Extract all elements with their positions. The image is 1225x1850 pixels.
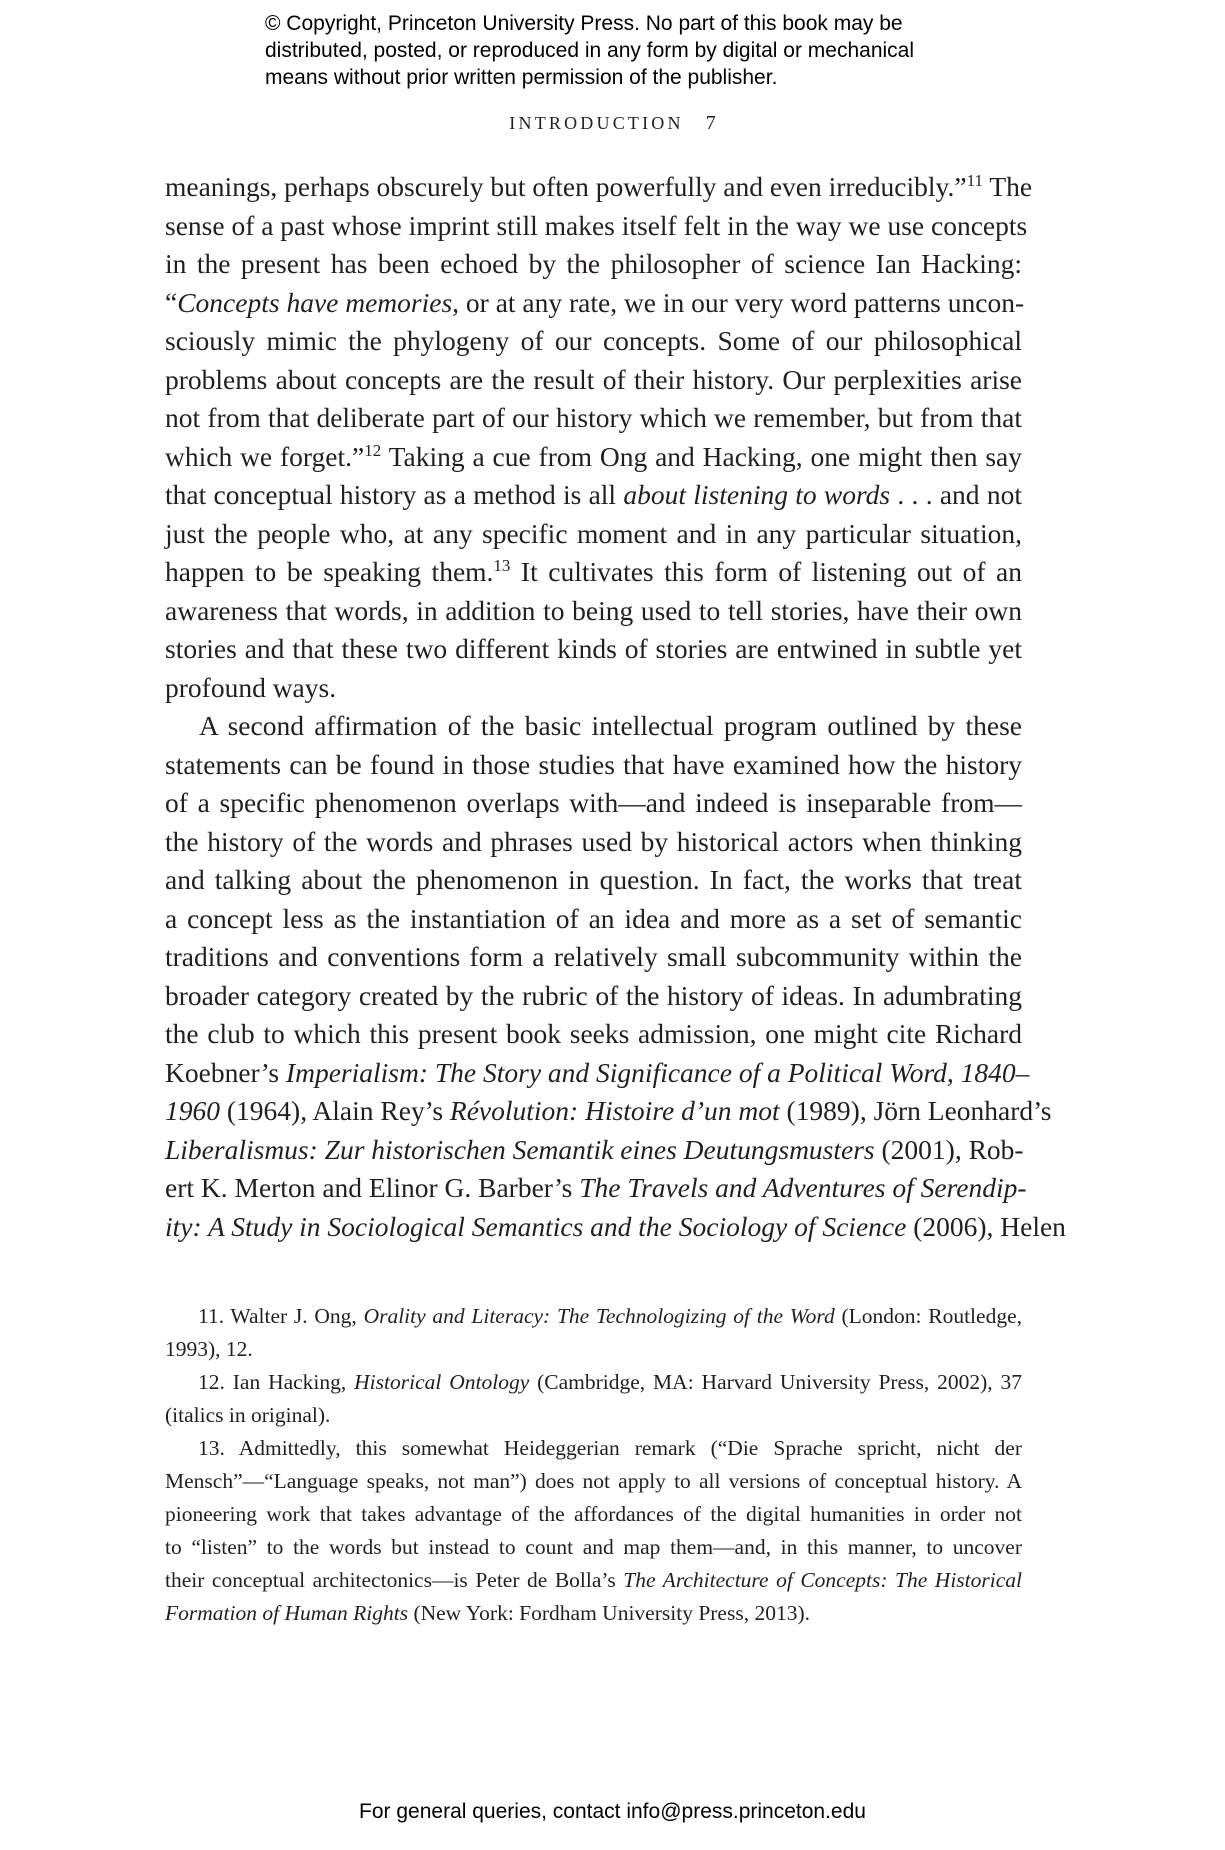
body-line bbox=[165, 476, 1022, 515]
text-run: . . . and not bbox=[890, 479, 1022, 510]
footnote-line bbox=[165, 1300, 1022, 1333]
footnote-reference[interactable]: 12 bbox=[364, 440, 382, 460]
text-run: (New York: Fordham University Press, 2013). bbox=[408, 1601, 810, 1625]
body-line bbox=[165, 207, 1028, 246]
body-line bbox=[165, 669, 1022, 708]
footnote-line bbox=[165, 1531, 1022, 1564]
italic-text: Concepts have memories bbox=[177, 286, 453, 318]
text-run: , or at any rate, we in our very word patterns uncon- bbox=[452, 286, 1025, 318]
body-line bbox=[165, 746, 1022, 785]
text-run: (1989), Jörn Leonhard’s bbox=[779, 1095, 1052, 1126]
body-line bbox=[165, 168, 1033, 207]
text-run: Taking a cue from Ong and Hacking, one might then say bbox=[381, 440, 1022, 472]
text-run: pioneering work that takes advantage of the affordances of the digital humanities in order not bbox=[165, 1502, 1022, 1526]
footnote-line bbox=[165, 1432, 1022, 1465]
body-line bbox=[165, 861, 1022, 900]
italic-text: Liberalismus: Zur historischen Semantik eines Deutungsmusters bbox=[165, 1133, 875, 1165]
footnote-line bbox=[165, 1333, 1022, 1366]
text-run: profound ways. bbox=[165, 671, 337, 703]
footnote-reference[interactable]: 11 bbox=[966, 170, 983, 190]
italic-text: Révolution: Histoire d’un mot bbox=[449, 1095, 780, 1126]
chapter-title: INTRODUCTION bbox=[509, 113, 684, 133]
text-run: Mensch”—“Language speaks, not man”) does not apply to all versions of conceptual history. A bbox=[165, 1469, 1022, 1493]
body-line bbox=[165, 1208, 1066, 1247]
footnote-line bbox=[165, 1465, 1022, 1498]
text-run: stories and that these two different kinds of stories are entwined in subtle yet bbox=[165, 633, 1022, 664]
italic-text: Orality and Literacy: The Technologizing of the Word bbox=[363, 1304, 835, 1328]
text-run: Koebner’s bbox=[165, 1056, 286, 1088]
body-line bbox=[165, 515, 1022, 554]
text-run: 11. Walter J. Ong, bbox=[198, 1304, 364, 1328]
text-run: (Cambridge, MA: Harvard University Press, 2002), 37 bbox=[529, 1370, 1023, 1394]
italic-text: The Travels and Adventures of Serendip- bbox=[579, 1172, 1027, 1203]
body-line bbox=[165, 438, 1022, 477]
text-run: (1964), Alain Rey’s bbox=[220, 1095, 450, 1126]
copyright-line: means without prior written permission of the publisher. bbox=[265, 66, 778, 89]
body-line bbox=[165, 900, 1022, 939]
body-line bbox=[165, 977, 1022, 1016]
text-run: 13. Admittedly, this somewhat Heideggerian remark (“Die Sprache spricht, nicht der bbox=[198, 1436, 1022, 1460]
running-head bbox=[0, 112, 1225, 135]
body-line bbox=[165, 245, 1022, 284]
copyright-line: distributed, posted, or reproduced in any form by digital or mechanical bbox=[265, 39, 915, 62]
body-text bbox=[165, 168, 1066, 1246]
text-run: sciously mimic the phylogeny of our concepts. Some of our philosophical bbox=[165, 325, 1022, 356]
text-run: to “listen” to the words but instead to count and map them—and, in this manner, to uncover bbox=[165, 1535, 1022, 1559]
body-line bbox=[165, 1169, 1027, 1208]
text-run: (2006), Helen bbox=[906, 1210, 1066, 1242]
text-run: the club to which this present book seeks admission, one might cite Richard bbox=[165, 1018, 1022, 1049]
text-run: of a specific phenomenon overlaps with—and indeed is inseparable from— bbox=[165, 787, 1022, 818]
footer-contact: For general queries, contact info@press.princeton.edu bbox=[359, 1800, 866, 1823]
text-run: traditions and conventions form a relatively small subcommunity within the bbox=[165, 941, 1022, 972]
text-run: (2001), Rob- bbox=[874, 1133, 1024, 1165]
body-line bbox=[165, 823, 1022, 862]
italic-text: Imperialism: The Story and Significance of a Political Word, 1840– bbox=[285, 1056, 1030, 1088]
text-run: statements can be found in those studies that have examined how the history bbox=[165, 748, 1022, 780]
text-run: “ bbox=[165, 286, 178, 318]
copyright-line: © Copyright, Princeton University Press. No part of this book may be bbox=[265, 12, 903, 35]
body-line bbox=[165, 784, 1022, 823]
text-run: It cultivates this form of listening out of an bbox=[510, 556, 1023, 587]
footnotes bbox=[165, 1300, 1022, 1630]
text-run: happen to be speaking them. bbox=[165, 556, 494, 587]
text-run: 12. Ian Hacking, bbox=[198, 1370, 355, 1394]
text-run: meanings, perhaps obscurely but often powerfully and even irreducibly.” bbox=[165, 171, 967, 202]
italic-text: about listening to words bbox=[623, 479, 891, 510]
text-run: The bbox=[982, 171, 1033, 202]
text-run: broader category created by the rubric of the history of ideas. In adumbrating bbox=[165, 979, 1022, 1011]
text-run: in the present has been echoed by the philosopher of science Ian Hacking: bbox=[165, 248, 1022, 279]
text-run: which we forget.” bbox=[165, 440, 365, 472]
text-run: (London: Routledge, bbox=[834, 1304, 1022, 1328]
text-run: ert K. Merton and Elinor G. Barber’s bbox=[165, 1172, 580, 1203]
italic-text: The Architecture of Concepts: The Historical bbox=[623, 1568, 1022, 1592]
text-run: problems about concepts are the result of their history. Our perplexities arise bbox=[165, 363, 1022, 395]
italic-text: ity: A Study in Sociological Semantics and the Sociology of Science bbox=[165, 1210, 907, 1242]
text-run: 1993), 12. bbox=[165, 1337, 253, 1361]
text-run: sense of a past whose imprint still makes itself felt in the way we use concepts bbox=[165, 209, 1028, 241]
body-line bbox=[165, 399, 1022, 438]
body-line bbox=[165, 553, 1022, 592]
text-run: their conceptual architectonics—is Peter de Bolla’s bbox=[165, 1568, 624, 1592]
text-run: and talking about the phenomenon in question. In fact, the works that treat bbox=[165, 864, 1022, 895]
italic-text: Formation of Human Rights bbox=[165, 1601, 409, 1625]
text-run: a concept less as the instantiation of an idea and more as a set of semantic bbox=[165, 902, 1022, 934]
footnote-line bbox=[165, 1597, 1022, 1630]
text-run: the history of the words and phrases used by historical actors when thinking bbox=[165, 825, 1022, 857]
body-line bbox=[165, 322, 1022, 361]
text-run: awareness that words, in addition to being used to tell stories, have their own bbox=[165, 594, 1022, 626]
body-line bbox=[165, 284, 1025, 323]
body-line bbox=[165, 592, 1022, 631]
text-run: A second affirmation of the basic intellectual program outlined by these bbox=[199, 710, 1022, 741]
body-line bbox=[165, 361, 1022, 400]
copyright-notice bbox=[265, 10, 1025, 91]
footnote-line bbox=[165, 1564, 1022, 1597]
body-line bbox=[165, 1054, 1030, 1093]
text-run: not from that deliberate part of our history which we remember, but from that bbox=[165, 402, 1022, 433]
body-line bbox=[165, 630, 1022, 669]
italic-text: 1960 bbox=[165, 1095, 220, 1126]
body-line bbox=[165, 1092, 1052, 1131]
text-run: (italics in original). bbox=[165, 1403, 331, 1427]
body-line bbox=[165, 707, 1022, 746]
italic-text: Historical Ontology bbox=[354, 1370, 530, 1394]
footnote-reference[interactable]: 13 bbox=[493, 555, 511, 575]
body-line bbox=[165, 1131, 1022, 1170]
text-run: just the people who, at any specific moment and in any particular situation, bbox=[165, 517, 1022, 549]
body-line bbox=[165, 938, 1022, 977]
body-line bbox=[165, 1015, 1022, 1054]
footnote-line bbox=[165, 1366, 1022, 1399]
text-run: that conceptual history as a method is all bbox=[165, 479, 624, 510]
footnote-line bbox=[165, 1498, 1022, 1531]
page-number: 7 bbox=[705, 112, 716, 134]
footnote-line bbox=[165, 1399, 1022, 1432]
